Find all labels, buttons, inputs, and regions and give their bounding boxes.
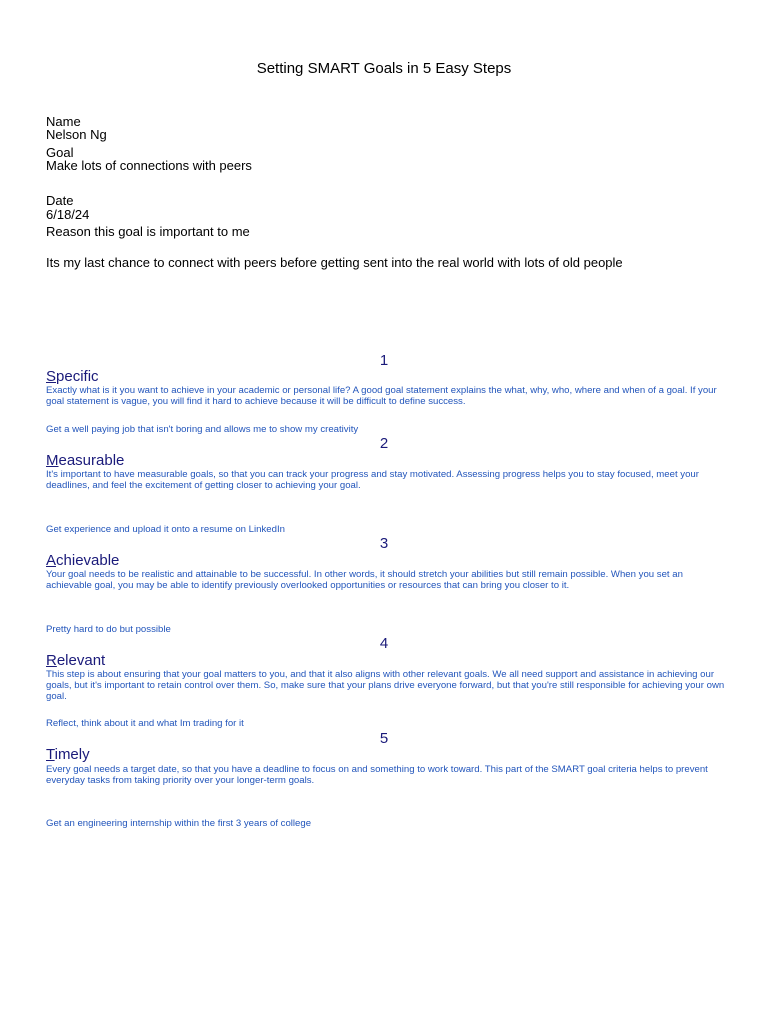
step-1-answer: Get a well paying job that isn't boring and allows me to show my creativity	[46, 424, 359, 435]
step-2-number: 2	[379, 435, 389, 452]
step-5-description: Every goal needs a target date, so that you have a deadline to focus on and something to work toward. This part of the SMART goal criteria helps to prevent everyday tasks from taking priority over your longer-term goals.	[46, 764, 708, 786]
goal-label: Goal	[46, 145, 74, 160]
date-value: 6/18/24	[46, 207, 90, 222]
date-label: Date	[46, 193, 74, 208]
goal-value: Make lots of connections with peers	[46, 158, 252, 173]
step-2-heading-rest: easurable	[58, 452, 125, 469]
step-2-heading	[46, 452, 124, 469]
name-label: Name	[46, 114, 81, 129]
step-3-initial: A	[46, 552, 57, 569]
step-3-heading	[46, 552, 119, 569]
step-4-heading	[46, 652, 105, 669]
reason-value: Its my last chance to connect with peers before getting sent into the real world with lots of old people	[46, 255, 623, 270]
step-3-answer: Pretty hard to do but possible	[46, 624, 171, 635]
step-2-description: It's important to have measurable goals, so that you can track your progress and stay motivated. Assessing progress helps you to stay focused, meet your deadlines, and feel the excitement of getting closer to achieving your goal.	[46, 469, 699, 491]
step-2-answer: Get experience and upload it onto a resume on LinkedIn	[46, 524, 285, 535]
step-5-initial: T	[46, 746, 55, 763]
step-1-description: Exactly what is it you want to achieve in your academic or personal life? A good goal statement explains the what, why, who, where and when of a goal. If your goal statement is vague, you will find it hard to achieve because it will be difficult to define success.	[46, 385, 717, 407]
step-3-number: 3	[379, 535, 389, 552]
reason-label: Reason this goal is important to me	[46, 224, 250, 239]
step-4-answer: Reflect, think about it and what Im trading for it	[46, 718, 244, 729]
step-1-heading-rest: pecific	[56, 368, 99, 385]
step-4-description: This step is about ensuring that your goal matters to you, and that it also aligns with other relevant goals. We all need support and assistance in achieving our goals, but it's important to retain control over them. So, make sure that your plans drive everyone forward, but that you're still responsible for achieving your own goal.	[46, 669, 725, 702]
step-5-number: 5	[379, 730, 389, 747]
step-2-initial: M	[46, 452, 59, 469]
step-1-number: 1	[379, 352, 389, 369]
page-title: Setting SMART Goals in 5 Easy Steps	[256, 60, 512, 77]
step-3-description: Your goal needs to be realistic and attainable to be successful. In other words, it should stretch your abilities but still remain possible. When you set an achievable goal, you may be able to identify previously overlooked opportunities or resources that can bring you closer to it.	[46, 569, 683, 591]
step-4-number: 4	[379, 635, 389, 652]
step-5-heading	[46, 746, 90, 763]
step-4-heading-rest: elevant	[56, 652, 106, 669]
step-5-heading-rest: imely	[54, 746, 90, 763]
step-4-initial: R	[46, 652, 57, 669]
step-1-heading	[46, 368, 99, 385]
step-3-heading-rest: chievable	[56, 552, 120, 569]
step-1-initial: S	[46, 368, 57, 385]
step-5-answer: Get an engineering internship within the first 3 years of college	[46, 818, 312, 829]
name-value: Nelson Ng	[46, 127, 107, 142]
